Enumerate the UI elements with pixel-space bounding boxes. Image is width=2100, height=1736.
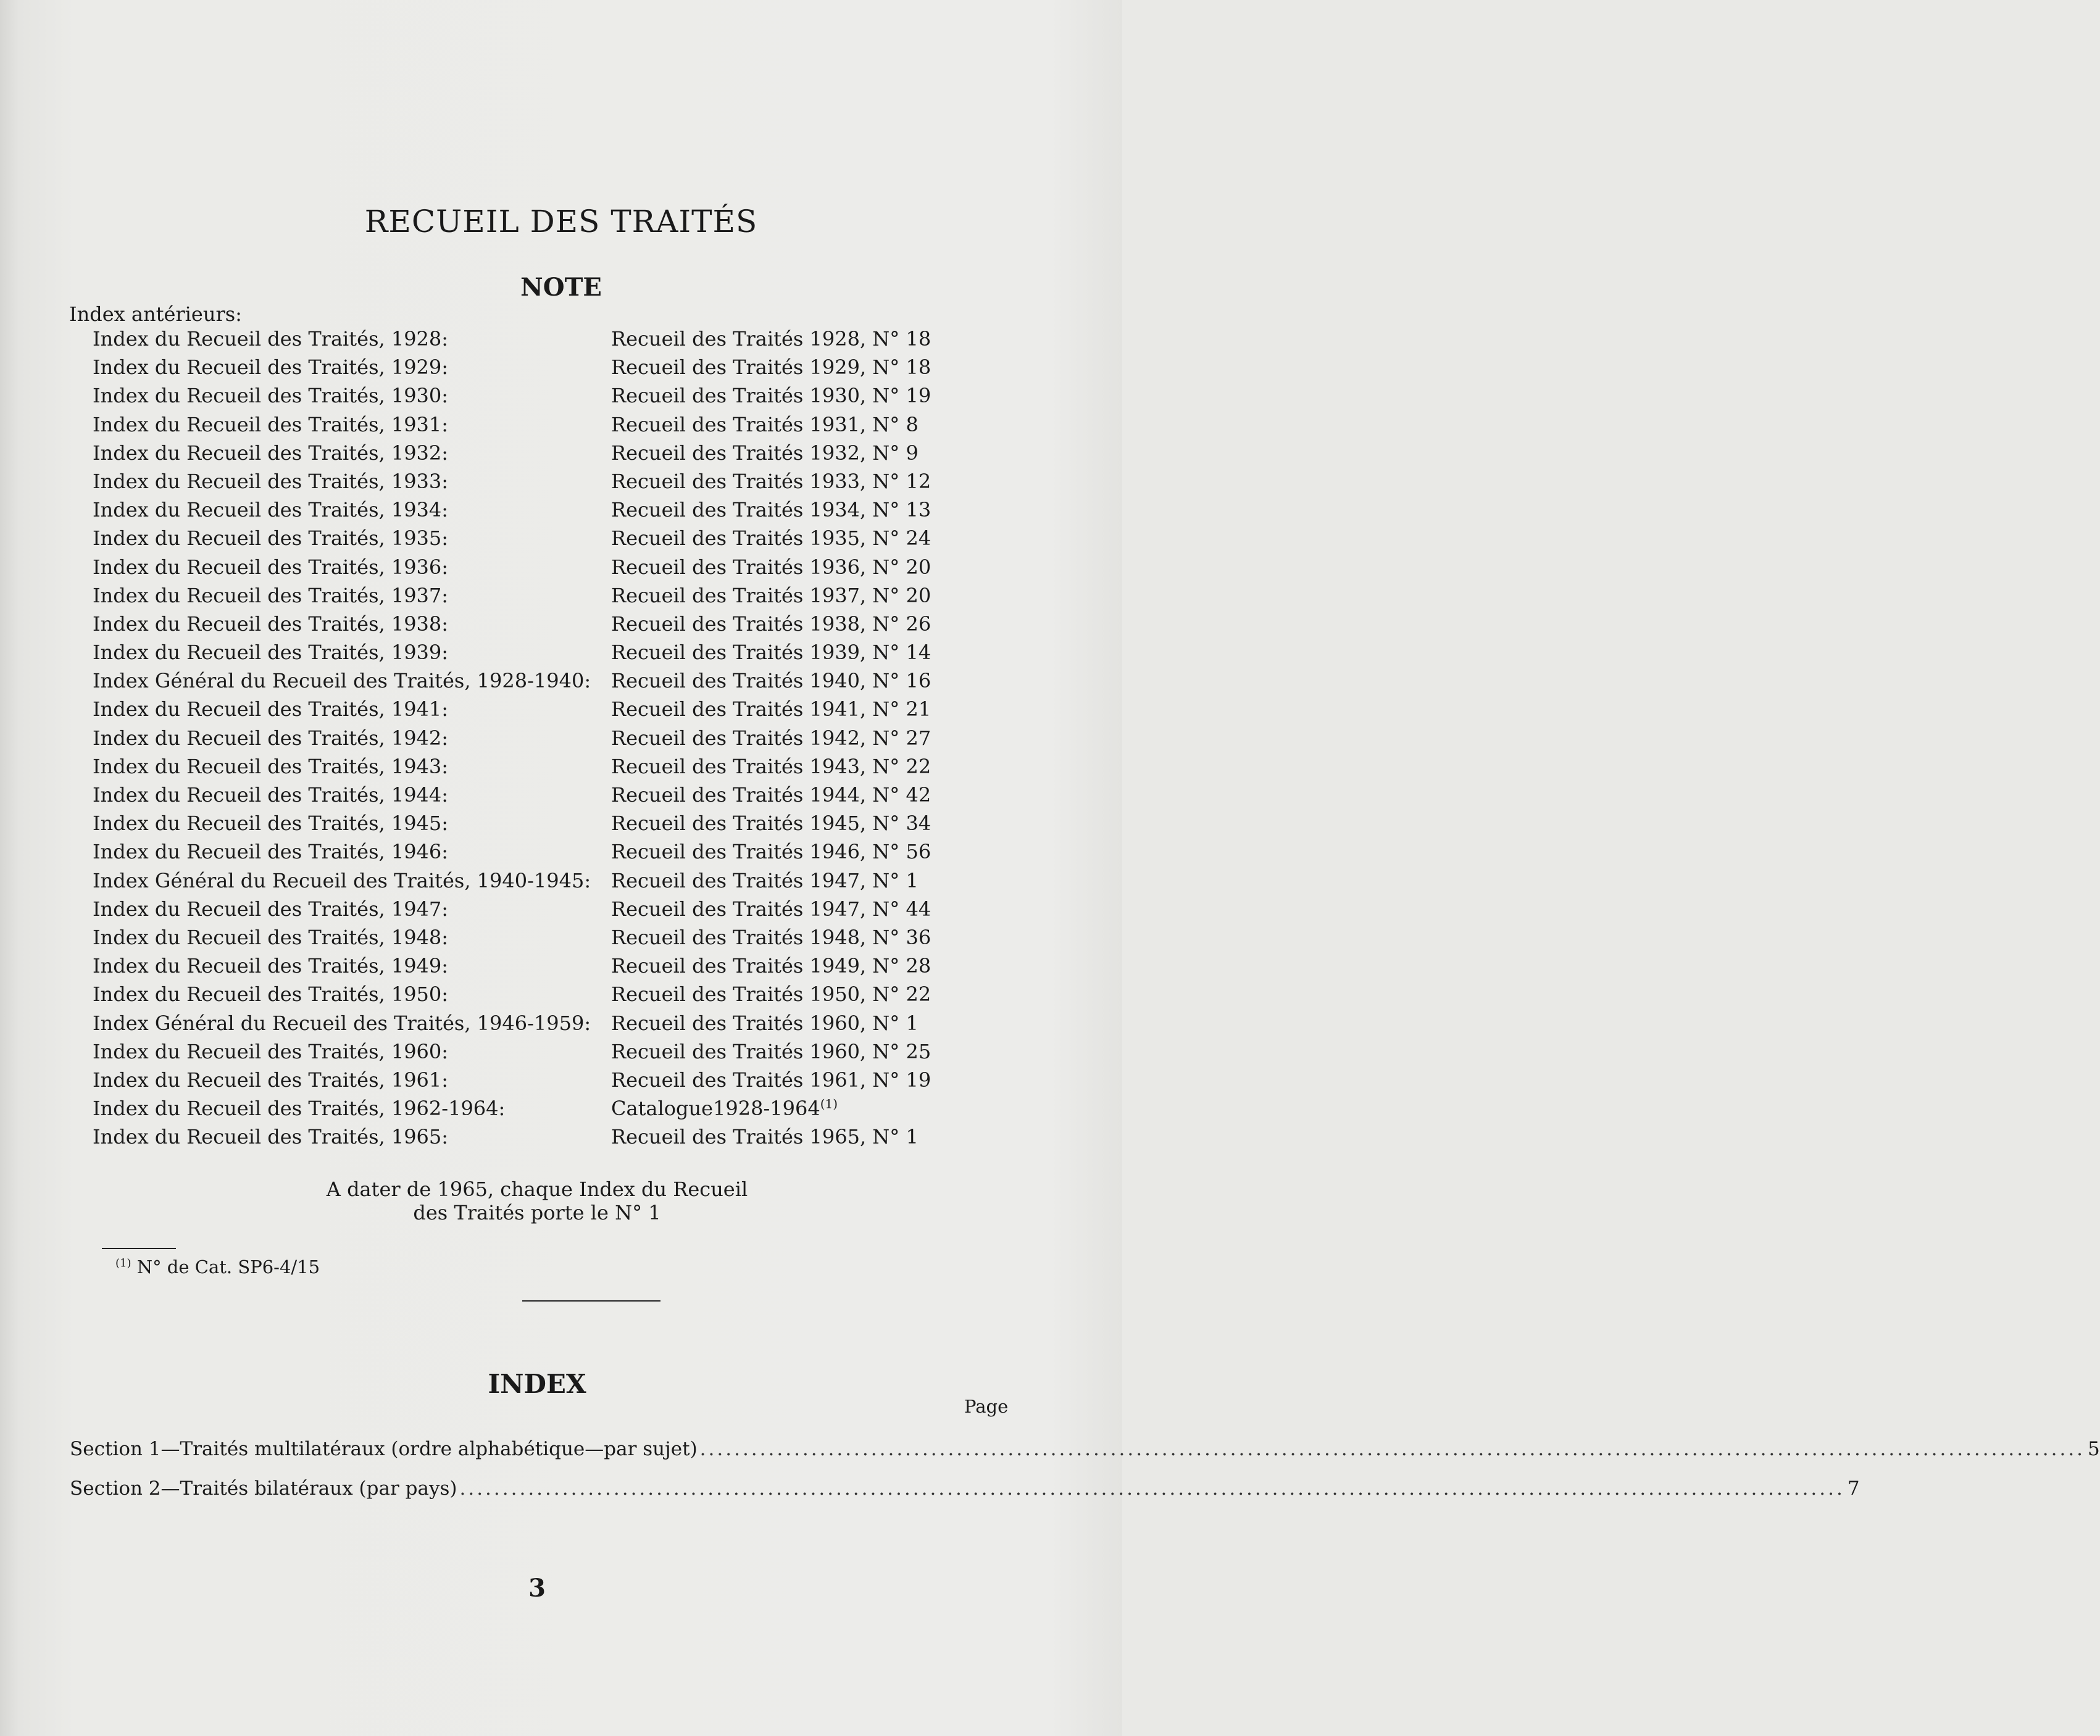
index-row xyxy=(93,1068,957,1097)
toc-entry-section-2[interactable] xyxy=(70,1477,1860,1500)
index-reference: Recueil des Traités 1947, N° 44 xyxy=(611,897,931,921)
footnote-text: N° de Cat. SP6-4/15 xyxy=(131,1256,320,1277)
index-row xyxy=(93,926,957,954)
index-label: Index du Recueil des Traités, 1962-1964: xyxy=(93,1097,506,1121)
index-label: Index du Recueil des Traités, 1928: xyxy=(93,327,449,351)
index-reference: Recueil des Traités 1950, N° 22 xyxy=(611,982,931,1007)
section-divider xyxy=(522,1300,660,1302)
index-row xyxy=(93,669,957,697)
index-label: Index du Recueil des Traités, 1938: xyxy=(93,612,449,636)
index-label: Index du Recueil des Traités, 1935: xyxy=(93,526,449,550)
index-label: Index du Recueil des Traités, 1950: xyxy=(93,982,449,1007)
index-row xyxy=(93,498,957,526)
index-label: Index du Recueil des Traités, 1946: xyxy=(93,840,449,864)
index-reference: Recueil des Traités 1960, N° 25 xyxy=(611,1039,931,1063)
index-row xyxy=(93,755,957,783)
index-row xyxy=(93,355,957,384)
index-row xyxy=(93,1125,957,1153)
index-label: Index du Recueil des Traités, 1931: xyxy=(93,412,449,436)
intro-label: Index antérieurs: xyxy=(69,302,242,326)
index-label: Index Général du Recueil des Traités, 1928-1940: xyxy=(93,669,591,693)
toc-entry-page: 7 xyxy=(1847,1477,1860,1500)
index-row xyxy=(93,783,957,812)
index-reference: Recueil des Traités 1943, N° 22 xyxy=(611,754,931,778)
index-row xyxy=(93,327,957,355)
index-reference: Recueil des Traités 1945, N° 34 xyxy=(611,812,931,836)
index-reference: Recueil des Traités 1937, N° 20 xyxy=(611,583,931,607)
index-row xyxy=(93,413,957,441)
index-label: Index du Recueil des Traités, 1945: xyxy=(93,812,449,836)
catalogue-ref: Catalogue1928-1964 xyxy=(611,1097,820,1121)
page-column-label: Page xyxy=(964,1396,1009,1417)
index-row xyxy=(93,697,957,726)
index-row xyxy=(93,1011,957,1040)
index-label: Index Général du Recueil des Traités, 1946-1959: xyxy=(93,1011,591,1035)
index-reference: Recueil des Traités 1931, N° 8 xyxy=(611,412,919,436)
index-reference: Recueil des Traités 1944, N° 42 xyxy=(611,783,931,807)
footnote-ref: (1) xyxy=(820,1096,838,1111)
toc-entry-text: Section 2—Traités bilatéraux (par pays) xyxy=(70,1477,457,1500)
index-row xyxy=(93,584,957,612)
footnote xyxy=(115,1256,320,1277)
index-label: Index du Recueil des Traités, 1944: xyxy=(93,783,449,807)
index-label: Index du Recueil des Traités, 1949: xyxy=(93,954,449,978)
index-row xyxy=(93,726,957,755)
index-reference: Recueil des Traités 1932, N° 9 xyxy=(611,441,919,465)
toc-entry-section-1[interactable] xyxy=(70,1438,2100,1460)
index-label: Index du Recueil des Traités, 1948: xyxy=(93,925,449,949)
index-reference: Recueil des Traités 1930, N° 19 xyxy=(611,384,931,408)
index-reference: Recueil des Traités 1938, N° 26 xyxy=(611,612,931,636)
after-note-line-2: des Traités porte le N° 1 xyxy=(413,1201,661,1224)
index-label: Index Général du Recueil des Traités, 1940-1945: xyxy=(93,868,591,892)
index-row xyxy=(93,840,957,868)
index-label: Index du Recueil des Traités, 1939: xyxy=(93,641,449,665)
index-label: Index du Recueil des Traités, 1929: xyxy=(93,355,449,380)
index-row xyxy=(93,555,957,584)
index-row xyxy=(93,1097,957,1125)
note-heading: NOTE xyxy=(520,273,602,302)
index-reference: Recueil des Traités 1941, N° 21 xyxy=(611,697,931,721)
index-reference: Recueil des Traités 1947, N° 1 xyxy=(611,868,919,892)
index-list xyxy=(93,327,957,1153)
index-label: Index du Recueil des Traités, 1937: xyxy=(93,583,449,607)
index-label: Index du Recueil des Traités, 1961: xyxy=(93,1068,449,1092)
index-row xyxy=(93,869,957,897)
index-reference: Recueil des Traités 1948, N° 36 xyxy=(611,925,931,949)
index-label: Index du Recueil des Traités, 1943: xyxy=(93,754,449,778)
index-label: Index du Recueil des Traités, 1960: xyxy=(93,1039,449,1063)
index-label: Index du Recueil des Traités, 1936: xyxy=(93,555,449,579)
index-label: Index du Recueil des Traités, 1934: xyxy=(93,498,449,522)
index-reference: Recueil des Traités 1940, N° 16 xyxy=(611,669,931,693)
index-row xyxy=(93,982,957,1011)
page-number: 3 xyxy=(528,1574,546,1603)
index-label: Index du Recueil des Traités, 1933: xyxy=(93,469,449,493)
index-row xyxy=(93,641,957,669)
index-reference: Recueil des Traités 1929, N° 18 xyxy=(611,355,931,380)
index-reference: Recueil des Traités 1965, N° 1 xyxy=(611,1125,919,1149)
index-reference: Recueil des Traités 1961, N° 19 xyxy=(611,1068,931,1092)
index-heading: INDEX xyxy=(488,1369,586,1399)
index-reference: Recueil des Traités 1946, N° 56 xyxy=(611,840,931,864)
footnote-divider xyxy=(102,1248,176,1249)
index-reference: Recueil des Traités 1936, N° 20 xyxy=(611,555,931,579)
footnote-marker: (1) xyxy=(115,1256,131,1270)
index-label: Index du Recueil des Traités, 1932: xyxy=(93,441,449,465)
index-row xyxy=(93,1040,957,1068)
index-row xyxy=(93,612,957,641)
index-label: Index du Recueil des Traités, 1930: xyxy=(93,384,449,408)
index-reference: Recueil des Traités 1934, N° 13 xyxy=(611,498,931,522)
index-label: Index du Recueil des Traités, 1942: xyxy=(93,726,449,750)
index-row xyxy=(93,954,957,982)
dot-leader: .................................................................................................................................................................. xyxy=(699,1438,2086,1460)
index-reference: Recueil des Traités 1928, N° 18 xyxy=(611,327,931,351)
index-label: Index du Recueil des Traités, 1965: xyxy=(93,1125,449,1149)
index-reference: Recueil des Traités 1935, N° 24 xyxy=(611,526,931,550)
toc-entry-text: Section 1—Traités multilatéraux (ordre alphabétique—par sujet) xyxy=(70,1438,698,1460)
index-reference: Recueil des Traités 1949, N° 28 xyxy=(611,954,931,978)
index-reference: Recueil des Traités 1942, N° 27 xyxy=(611,726,931,750)
dot-leader: .................................................................................................................................................................. xyxy=(459,1477,1845,1500)
index-reference: Recueil des Traités 1933, N° 12 xyxy=(611,469,931,493)
index-row xyxy=(93,384,957,412)
index-reference: Recueil des Traités 1939, N° 14 xyxy=(611,641,931,665)
index-row xyxy=(93,470,957,498)
index-row xyxy=(93,897,957,926)
index-reference-catalogue xyxy=(611,1097,838,1120)
page-title: RECUEIL DES TRAITÉS xyxy=(364,204,758,239)
index-row xyxy=(93,526,957,555)
after-note-line-1: A dater de 1965, chaque Index du Recueil xyxy=(326,1177,748,1201)
index-row xyxy=(93,441,957,470)
index-label: Index du Recueil des Traités, 1941: xyxy=(93,697,449,721)
index-reference: Recueil des Traités 1960, N° 1 xyxy=(611,1011,919,1035)
index-label: Index du Recueil des Traités, 1947: xyxy=(93,897,449,921)
index-row xyxy=(93,812,957,840)
toc-entry-page: 5 xyxy=(2088,1438,2100,1460)
